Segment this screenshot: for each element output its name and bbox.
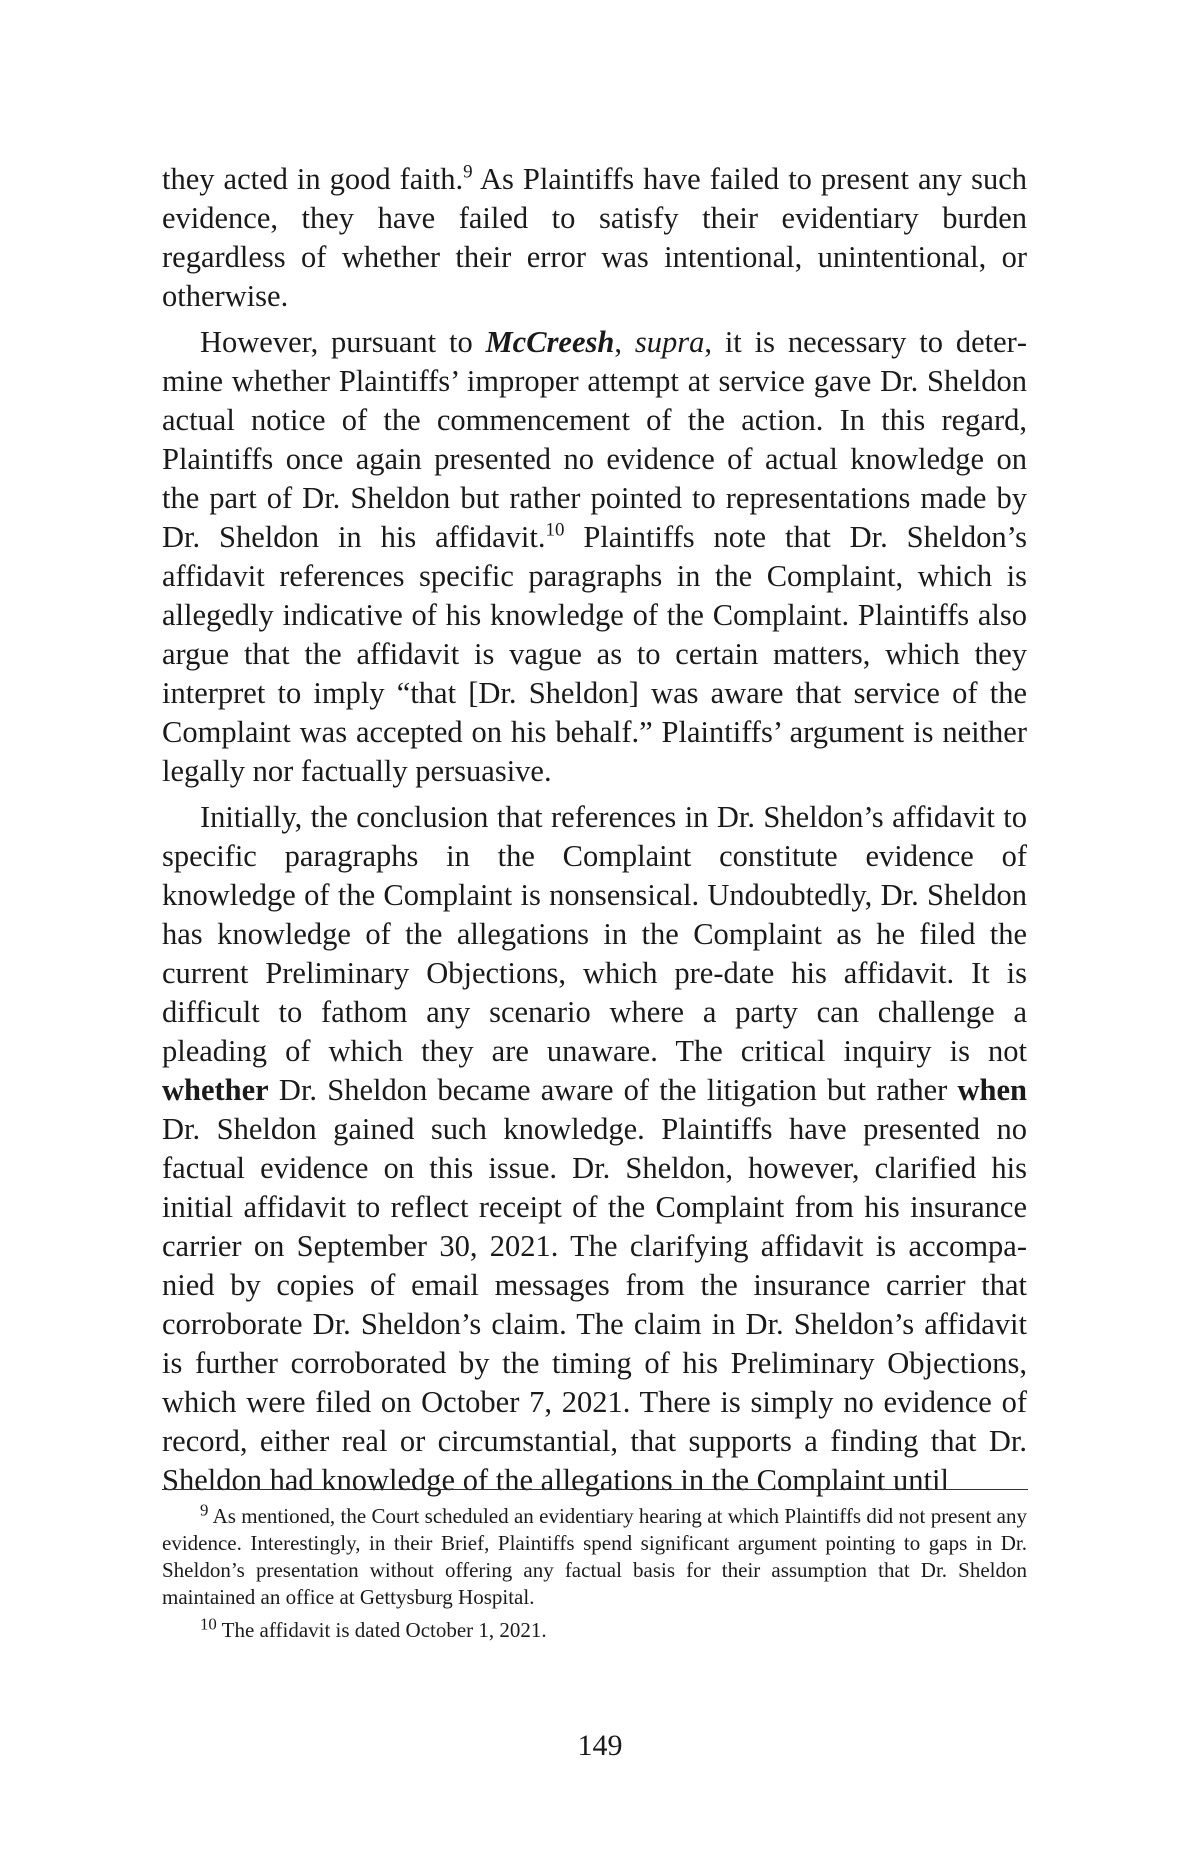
footnotes <box>162 1500 1027 1644</box>
footnote-ref-9: 9 <box>463 161 473 183</box>
footnote-marker-9: 9 <box>200 1500 209 1520</box>
main-text <box>162 160 1027 1500</box>
footnote-9-text: As mentioned, the Court scheduled an evidentiary hearing at which Plaintiffs did not present any evidence. Interestingly, in their Brief, Plaintiffs spend significant argument pointing to gaps in Dr. Sheldon’s presentation without offering any factual basis for their assumption that Dr. Sheldon maintained an office at Gettysburg Hospital. <box>162 1504 1027 1609</box>
footnote-ref-10: 10 <box>545 519 565 541</box>
paragraph-3 <box>162 798 1027 1500</box>
footnote-9 <box>162 1500 1027 1611</box>
paragraph-2-text-b: , <box>614 325 635 359</box>
paragraph-2 <box>162 323 1027 791</box>
supra-citation: supra <box>634 325 705 359</box>
paragraph-3-text-c: Dr. Sheldon gained such knowledge. Plaintiffs have presented no factual evidence on this issue. Dr. Sheldon, however, clarified his initial affidavit to reflect receipt of the Complaint from his insurance carrier on September 30, 2021. The clarifying affidavit is accompanied by copies of email messages from the insurance carrier that corroborate Dr. Sheldon’s claim. The claim in Dr. Sheldon’s affidavit is further corroborated by the timing of his Preliminary Objections, which were filed on October 7, 2021. There is simply no evidence of record, either real or circumstantial, that supports a finding that Dr. Sheldon had knowledge of the allegations in the Complaint until <box>162 1112 1027 1497</box>
emphasis-whether: whether <box>162 1073 269 1107</box>
paragraph-3-text-b: Dr. Sheldon became aware of the litigation but rather <box>268 1073 958 1107</box>
paragraph-2-text-c: , it is necessary to determine whether Plaintiffs’ improper attempt at service gave Dr. Sheldon actual notice of the commencement of the action. In this regard, Plaintiffs once again presented no evidence of actual knowledge on the part of Dr. Sheldon but rather pointed to representations made by Dr. Sheldon in his affidavit. <box>162 325 1028 554</box>
paragraph-2-text-d: Plaintiffs note that Dr. Sheldon’s affidavit references specific paragraphs in the Complaint, which is allegedly indicative of his knowledge of the Complaint. Plaintiffs also argue that the affidavit is vague as to certain matters, which they interpret to imply “that [Dr. Sheldon] was aware that service of the Complaint was accepted on his behalf.” Plaintiffs’ argument is neither legally nor factually persuasive. <box>162 520 1027 788</box>
page-number: 149 <box>577 1729 623 1762</box>
footnote-divider <box>162 1489 1028 1490</box>
emphasis-when: when <box>957 1073 1027 1107</box>
paragraph-1-text-a: they acted in good faith. <box>162 162 464 196</box>
footnote-10 <box>162 1614 1027 1644</box>
paragraph-2-text-a: However, pursuant to <box>200 325 486 359</box>
case-name-mccreesh: McCreesh <box>485 325 615 359</box>
footnote-marker-10: 10 <box>200 1614 217 1634</box>
footnote-10-text: The affidavit is dated October 1, 2021. <box>216 1618 547 1642</box>
paragraph-1 <box>162 160 1027 316</box>
paragraph-1-text-b: As Plaintiffs have failed to present any such evidence, they have failed to satisfy their evidentiary burden regardless of whether their error was intentional, unintentional, or otherwise. <box>162 162 1027 313</box>
paragraph-3-text-a: Initially, the conclusion that references in Dr. Sheldon’s affidavit to specific paragraphs in the Complaint constitute evidence of knowledge of the Complaint is nonsensical. Undoubtedly, Dr. Sheldon has knowledge of the allegations in the Complaint as he filed the current Preliminary Objections, which pre-date his affidavit. It is difficult to fathom any scenario where a party can challenge a pleading of which they are unaware. The critical inquiry is not <box>162 800 1027 1068</box>
